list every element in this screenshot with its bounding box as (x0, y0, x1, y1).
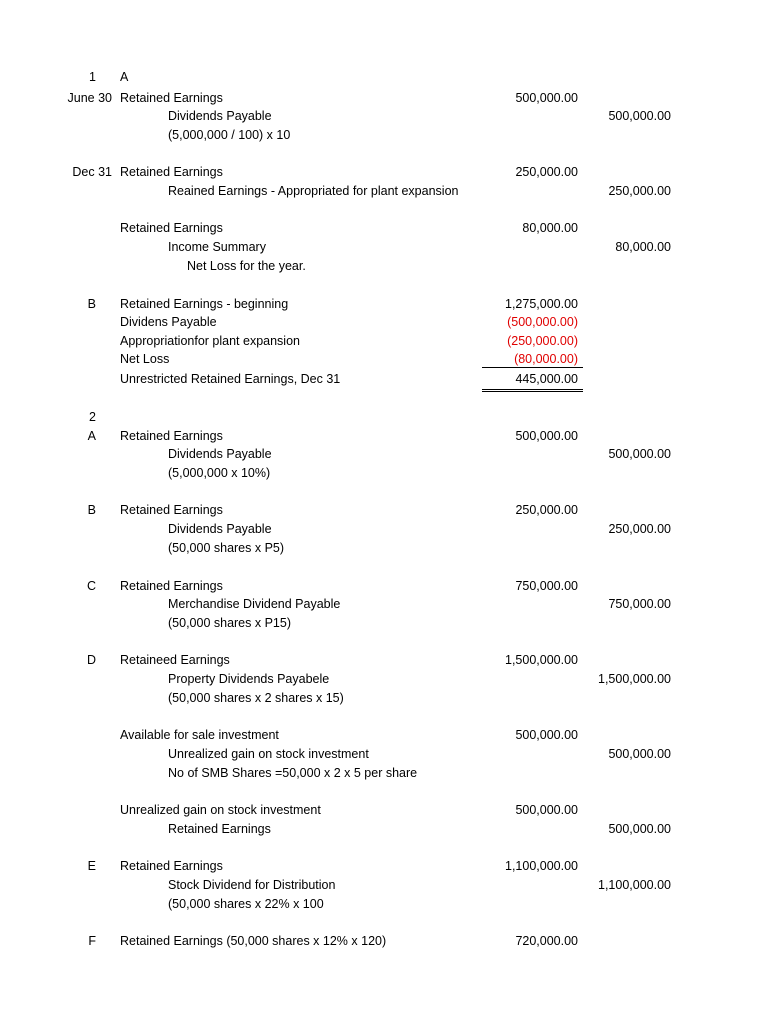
entry-letter: B (87, 503, 96, 517)
account-credit: Stock Dividend for Distribution (168, 878, 336, 892)
journal-row (0, 219, 768, 237)
credit-amount: 1,100,000.00 (598, 878, 671, 892)
journal-row (0, 520, 768, 538)
journal-row (0, 895, 768, 913)
summary-amount-negative: (80,000.00) (514, 352, 578, 366)
credit-amount: 80,000.00 (615, 240, 671, 254)
journal-row (0, 857, 768, 875)
entry-letter: A (120, 70, 129, 84)
account-credit: Reained Earnings - Appropriated for plant expansion (168, 184, 459, 198)
account-credit: Income Summary (168, 240, 266, 254)
entry-letter: D (86, 653, 96, 667)
explanation: (5,000,000 / 100) x 10 (168, 128, 291, 142)
credit-amount: 500,000.00 (608, 447, 671, 461)
account-credit: Retained Earnings (168, 822, 271, 836)
account-debit: Retained Earnings (50,000 shares x 12% x 120) (120, 934, 387, 948)
explanation: (5,000,000 x 10%) (168, 466, 271, 480)
entry-letter: C (86, 579, 96, 593)
credit-amount: 250,000.00 (608, 184, 671, 198)
account-credit: Dividends Payable (168, 447, 272, 461)
debit-amount: 500,000.00 (515, 91, 578, 105)
credit-amount: 500,000.00 (608, 822, 671, 836)
explanation: Net Loss for the year. (187, 259, 306, 273)
journal-row (0, 427, 768, 445)
journal-row (0, 238, 768, 256)
summary-total-row (0, 370, 768, 388)
debit-amount: 250,000.00 (515, 503, 578, 517)
summary-item: Appropriationfor plant expansion (120, 334, 300, 348)
journal-row (0, 651, 768, 669)
debit-amount: 1,500,000.00 (505, 653, 578, 667)
explanation: (50,000 shares x 2 shares x 15) (168, 691, 344, 705)
debit-amount: 500,000.00 (515, 429, 578, 443)
section-number: 1 (89, 70, 96, 84)
debit-amount: 80,000.00 (522, 221, 578, 235)
journal-row (0, 726, 768, 744)
journal-row (0, 876, 768, 894)
account-debit: Retained Earnings (120, 221, 223, 235)
entry-letter: E (87, 859, 96, 873)
account-credit: Dividends Payable (168, 522, 272, 536)
journal-row (0, 89, 768, 107)
summary-item: Retained Earnings - beginning (120, 297, 289, 311)
summary-total-label: Unrestricted Retained Earnings, Dec 31 (120, 372, 341, 386)
entry-date: June 30 (67, 91, 112, 105)
journal-row (0, 182, 768, 200)
entry-letter: F (88, 934, 96, 948)
journal-row (0, 614, 768, 632)
journal-row (0, 577, 768, 595)
journal-row (0, 764, 768, 782)
journal-row (0, 670, 768, 688)
explanation: No of SMB Shares =50,000 x 2 x 5 per share (168, 766, 418, 780)
credit-amount: 500,000.00 (608, 109, 671, 123)
journal-row (0, 107, 768, 125)
account-debit: Retaineed Earnings (120, 653, 230, 667)
credit-amount: 750,000.00 (608, 597, 671, 611)
summary-amount: 1,275,000.00 (505, 297, 578, 311)
account-credit: Unrealized gain on stock investment (168, 747, 369, 761)
account-debit: Unrealized gain on stock investment (120, 803, 321, 817)
credit-amount: 500,000.00 (608, 747, 671, 761)
journal-row (0, 464, 768, 482)
explanation: (50,000 shares x 22% x 100 (168, 897, 324, 911)
section-number: 2 (89, 410, 96, 424)
debit-amount: 1,100,000.00 (505, 859, 578, 873)
subtotal-underline (482, 367, 583, 368)
debit-amount: 720,000.00 (515, 934, 578, 948)
summary-item: Dividens Payable (120, 315, 217, 329)
journal-row (0, 257, 768, 275)
entry-letter: B (87, 297, 96, 311)
summary-row (0, 313, 768, 331)
account-debit: Retained Earnings (120, 579, 223, 593)
explanation: (50,000 shares x P5) (168, 541, 285, 555)
section-2-header-row (0, 408, 768, 426)
summary-row (0, 332, 768, 350)
debit-amount: 500,000.00 (515, 728, 578, 742)
journal-row (0, 689, 768, 707)
journal-row (0, 445, 768, 463)
account-debit: Retained Earnings (120, 859, 223, 873)
journal-row (0, 501, 768, 519)
account-debit: Retained Earnings (120, 503, 223, 517)
summary-amount-negative: (500,000.00) (507, 315, 578, 329)
credit-amount: 250,000.00 (608, 522, 671, 536)
debit-amount: 500,000.00 (515, 803, 578, 817)
journal-row (0, 820, 768, 838)
journal-row (0, 932, 768, 950)
journal-row (0, 801, 768, 819)
summary-row (0, 295, 768, 313)
entry-letter: A (87, 429, 96, 443)
summary-row (0, 350, 768, 368)
journal-row (0, 595, 768, 613)
account-credit: Dividends Payable (168, 109, 272, 123)
entry-date: Dec 31 (72, 165, 112, 179)
journal-row (0, 539, 768, 557)
summary-item: Net Loss (120, 352, 170, 366)
account-credit: Property Dividends Payabele (168, 672, 330, 686)
section-1-header-row (0, 68, 768, 86)
debit-amount: 750,000.00 (515, 579, 578, 593)
account-debit: Available for sale investment (120, 728, 279, 742)
summary-amount-negative: (250,000.00) (507, 334, 578, 348)
account-debit: Retained Earnings (120, 165, 223, 179)
journal-row (0, 163, 768, 181)
summary-total-amount: 445,000.00 (515, 372, 578, 386)
credit-amount: 1,500,000.00 (598, 672, 671, 686)
journal-row (0, 745, 768, 763)
account-debit: Retained Earnings (120, 429, 223, 443)
debit-amount: 250,000.00 (515, 165, 578, 179)
account-credit: Merchandise Dividend Payable (168, 597, 341, 611)
journal-row (0, 126, 768, 144)
account-debit: Retained Earnings (120, 91, 223, 105)
explanation: (50,000 shares x P15) (168, 616, 291, 630)
